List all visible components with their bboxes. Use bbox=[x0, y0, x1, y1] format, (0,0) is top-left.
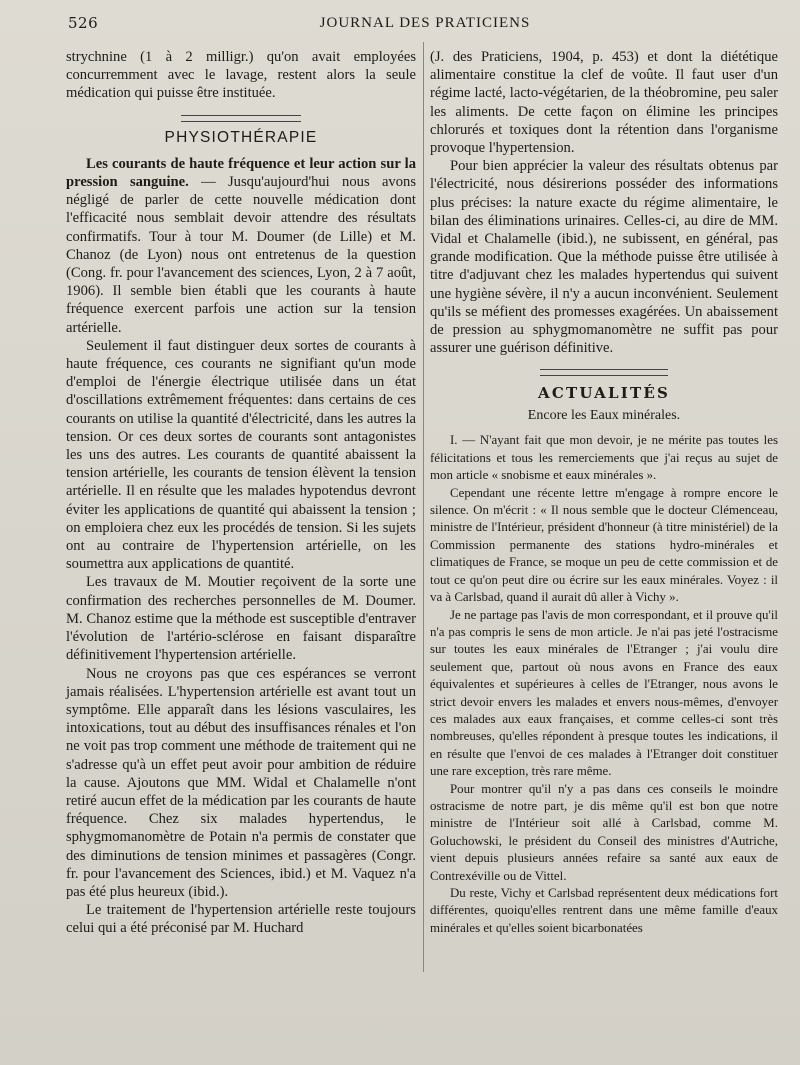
article-text-1: — Jusqu'aujourd'hui nous avons négligé de parler de cette nouvelle médication dont l'efficacité nous semblait devoir attendre des résultats confirmatifs. Tour à tour M. Doumer (de Lille) et M. Chanoz (de Lyon) nous ont entretenus de la question (Cong. fr. pour l'avancement des sciences, Lyon, 2 à 7 août, 1906). Il semble bien établi que les courants à haute fréquence exercent parfois une action sur la tension artérielle. bbox=[66, 174, 416, 336]
article-paragraph-5: Le traitement de l'hypertension artérielle reste toujours celui qui a été préconisé par M. Huchard bbox=[66, 902, 416, 937]
section-rule bbox=[181, 115, 301, 122]
news-paragraph-2: Cependant une récente lettre m'engage à rompre encore le silence. On m'écrit : « Il nous semble que le docteur Clémenceau, ministre de l'Intérieur, président d'honneur (à titre ministériel) de la Commission permanente des stations hydro-minérales et climatiques de France, se moque un peu de cette commission et de tout ce qu'on peut dire ou écrire sur les eaux minérales. Voyez : il va à Carlsbad, quand il aurait dû aller à Vichy ». bbox=[430, 485, 778, 605]
right-paragraph-1: (J. des Praticiens, 1904, p. 453) et dont la diététique alimentaire constitue la clef de voûte. Il faut user d'un régime lacté, lacto-végétarien, de la théobromine, peu saler les aliments. De cette façon on élimine les principes chlorurés et toxiques dont la rétention dans l'organisme provoque l'hypertension. bbox=[430, 49, 778, 157]
news-paragraph-1: I. — N'ayant fait que mon devoir, je ne mérite pas toutes les félicitations et tous les remerciements que j'ai reçus au sujet de mon article « snobisme et eaux minérales ». bbox=[430, 433, 778, 483]
page-header bbox=[68, 14, 782, 36]
news-paragraph-5: Du reste, Vichy et Carlsbad représentent deux médications fort différentes, quoiqu'elles rentrent dans une même famille d'eaux minérales et qu'elles soient bicarbonatées bbox=[430, 886, 778, 935]
right-column bbox=[430, 48, 778, 937]
section-title-actualites: ACTUALITÉS bbox=[538, 384, 670, 403]
section-rule bbox=[540, 369, 668, 376]
column-divider bbox=[423, 42, 424, 972]
article-lead-title: Les courants de haute fréquence et leur action sur la pression sanguine. bbox=[66, 155, 416, 191]
news-paragraph-4: Pour montrer qu'il n'y a pas dans ces conseils le moindre ostracisme de notre part, je dis même qu'il est bon que notre ministre de l'Intérieur soit allé à Carlsbad, comme M. Goluchowski, le président du Conseil des ministres d'Autriche, vient depuis plusieurs années refaire sa santé aux eaux de Contrexéville ou de Vittel. bbox=[430, 781, 778, 883]
actualites-section-header bbox=[430, 369, 778, 424]
intro-paragraph: strychnine (1 à 2 milligr.) qu'on avait employées concurremment avec le lavage, restent alors la seule médication qui puisse être instituée. bbox=[66, 49, 416, 102]
physiotherapy-section-header bbox=[66, 115, 416, 147]
news-paragraph-3: Je ne partage pas l'avis de mon correspondant, et il prouve qu'il n'a pas compris le sens de mon article. Je n'ai pas jeté l'ostracisme sur toutes les eaux minérales de l'Etranger ; j'ai voulu dire seulement que, partout où nous avons en France des eaux équivalentes et supérieures à celles de l'Etranger, nous avons le strict devoir envers les malades et envers nous-mêmes, d'envoyer ces malades aux eaux françaises, et comme celles-ci sont très nombreuses, qu'elles répondent à presque toutes les indications, il en résulte que l'envoi de ces malades à l'Etranger doit constituer une rare exception, très rare même. bbox=[430, 607, 778, 779]
section-subtitle: Encore les Eaux minérales. bbox=[527, 408, 681, 424]
right-paragraph-2: Pour bien apprécier la valeur des résultats obtenus par l'électricité, nous désirerions posséder des informations plus précises: la nature exacte du régime alimentaire, le bilan des éliminations urinaires. Celles-ci, au dire de MM. Vidal et Chalamelle (ibid.), ne subissent, en général, pas grande modification. Que la méthode puisse être utilisée à titre d'adjuvant chez les malades hypertendus qui suivent une hygiène sévère, il n'y a aucun inconvénient. Seulement qu'ils se méfient des promesses exagérées. Un abaissement de pression au sphygmomanomètre ne suffit pas pour assurer une guérison définitive. bbox=[430, 158, 778, 357]
left-column bbox=[66, 48, 416, 938]
article-paragraph-3: Les travaux de M. Moutier reçoivent de la sorte une confirmation des recherches personnelles de M. Doumer. M. Chanoz estime que la méthode est susceptible d'entraver l'évolution de l'artério-sclérose en faisant disparaître définitivement l'hypertension artérielle. bbox=[66, 574, 416, 664]
article-paragraph-4: Nous ne croyons pas que ces espérances se verront jamais réalisées. L'hypertension artérielle est avant tout un symptôme. Elle apparaît dans les lésions vasculaires, les intoxications, tout au début des insuffisances rénales et l'on ne voit pas trop comment une méthode de traitement qui ne s'adresse qu'à un effet peut avoir pour ambition de réduire la cause. Ajoutons que MM. Widal et Chalamelle n'ont retiré aucun effet de la médication par les courants de haute fréquence. Chez six malades hypertendus, le sphygmomanomètre de Potain n'a permis de constater que des diminutions de tension minimes et passagères (Congr. fr. pour l'avancement des Sciences, ibid.) et M. Vaquez n'a pas été plus heureux (ibid.). bbox=[66, 665, 416, 900]
journal-title: JOURNAL DES PRATICIENS bbox=[319, 15, 531, 31]
section-title: PHYSIOTHÉRAPIE bbox=[164, 128, 318, 146]
article-paragraph-1 bbox=[66, 155, 416, 337]
page-number: 526 bbox=[68, 14, 99, 32]
article-paragraph-2: Seulement il faut distinguer deux sortes de courants à haute fréquence, ces courants ne signifiant qu'un mode d'emploi de l'énergie électrique utilisée dans un état d'oscillations extrêmement fréquentes: dans certains de ces courants on utilise la quantité d'électricité, dans les autres la tension. Or ces deux sortes de courants sont antagonistes les uns des autres. Les courants de quantité abaissent la tension artérielle, les courants de tension élèvent la tension artérielle. Il en résulte que les malades hypotendus devront éviter les applications de quantité qui abaissent la tension ; on emploiera chez eux les procédés de tension. Si les sujets ont au contraire de l'hypertension artérielle, on les soumettra aux applications de quantité. bbox=[66, 337, 416, 573]
